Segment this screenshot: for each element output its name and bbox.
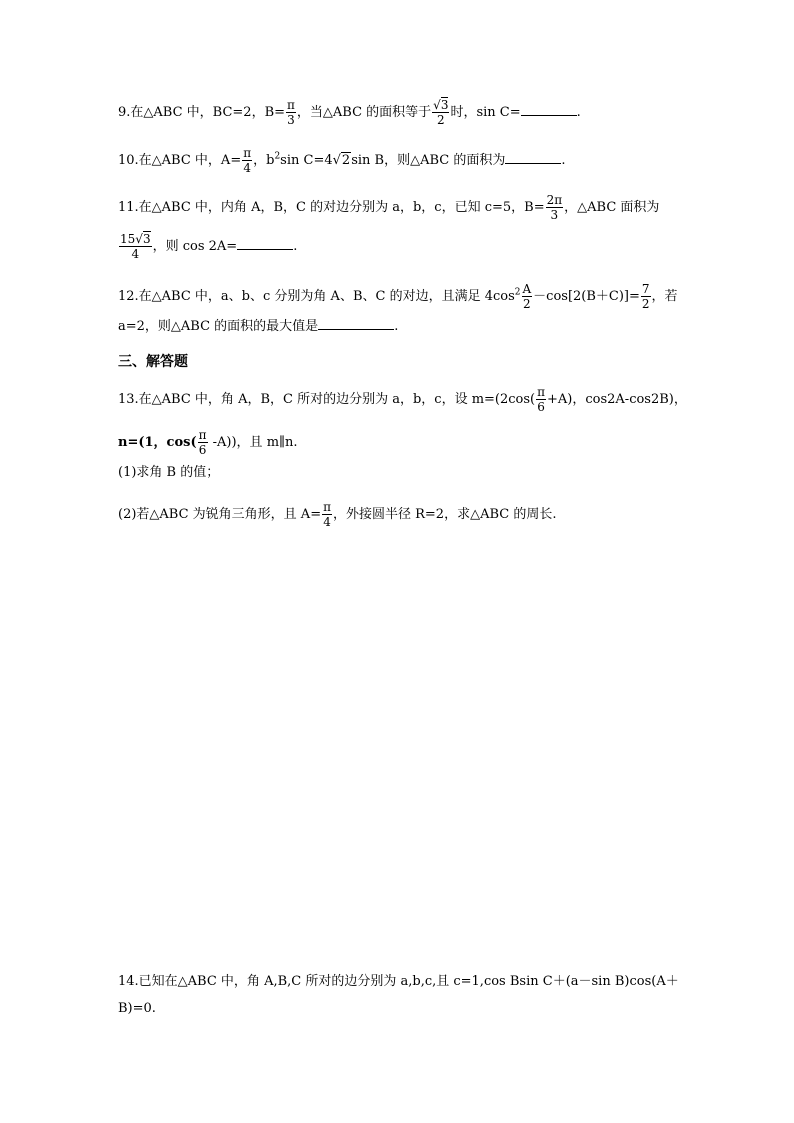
answer-blank[interactable]	[237, 237, 293, 250]
question-12-line-2: a=2，则△ABC 的面积的最大值是 .	[118, 319, 399, 334]
question-11: 11.在△ABC 中，内角 A，B，C 的对边分别为 a，b，c，已知 c=5，B= $\frac{2\pi}{3}$ ，△ABC 面积为	[118, 193, 660, 222]
answer-blank[interactable]	[505, 151, 561, 164]
fraction-7-over-2: $\frac{7}{2}$	[641, 282, 650, 311]
question-13-part-1: (1)求角 B 的值；	[118, 465, 220, 480]
question-9: 9.在△ABC 中，BC=2，B= $\frac{\pi}{3}$ ，当△ABC 的面积等于 $\frac{√3}{2}$ 时，sin C= .	[118, 98, 581, 127]
question-12: 12.在△ABC 中，a、b、c 分别为角 A、B、C 的对边，且满足 $4\cos^2$ $\frac{A}{2}$ －cos[2(B＋C)]= $\frac{7}{2}$ ，若	[118, 282, 678, 311]
question-13: 13.在△ABC 中，角 A，B，C 所对的边分别为 a，b，c，设 m=(2cos( $\frac{\pi}{6}$ +A)，cos2A-cos2B)，	[118, 385, 687, 414]
question-10: 10.在△ABC 中，A= $\frac{\pi}{4}$ ，$b^2\sin$ C=4√2sin B，则△ABC 的面积为 .	[118, 146, 566, 175]
question-14: 14.已知在△ABC 中，角 A,B,C 所对的边分别为 a,b,c,且 c=1,cos Bsin C＋(a－sin B)cos(A＋	[118, 974, 679, 989]
fraction-pi-over-4: $\frac{\pi}{4}$	[243, 146, 252, 175]
question-13-line-2: n=(1，cos( $\frac{\pi}{6}$ -A))，且 m∥n.	[118, 428, 298, 457]
question-14-line-2: B)=0.	[118, 1001, 156, 1016]
fraction-pi-over-4: $\frac{\pi}{4}$	[323, 500, 331, 529]
answer-blank[interactable]	[521, 103, 577, 116]
fraction-2pi-over-3: $\frac{2\pi}{3}$	[546, 193, 563, 222]
fraction-pi-over-6: $\frac{\pi}{6}$	[537, 385, 546, 414]
fraction-15sqrt3-over-4: $\frac{15√3}{4}$	[120, 232, 151, 261]
fraction-pi-over-6: $\frac{\pi}{6}$	[198, 428, 207, 457]
sqrt-2: √2	[332, 153, 351, 168]
q9-text: 9.在△ABC 中，BC=2，B=	[118, 105, 286, 120]
fraction-pi-over-3: $\frac{\pi}{3}$	[287, 98, 295, 127]
question-11-line-2: $\frac{15√3}{4}$ ，则 cos 2A= .	[120, 232, 298, 261]
answer-blank[interactable]	[318, 317, 394, 330]
question-13-part-2: (2)若△ABC 为锐角三角形，且 A= $\frac{\pi}{4}$ ，外接圆半径 R=2，求△ABC 的周长.	[118, 500, 557, 529]
fraction-a-over-2: $\frac{A}{2}$	[522, 282, 532, 311]
section-heading: 三、解答题	[118, 354, 188, 370]
fraction-sqrt3-over-2: $\frac{√3}{2}$	[433, 98, 449, 127]
